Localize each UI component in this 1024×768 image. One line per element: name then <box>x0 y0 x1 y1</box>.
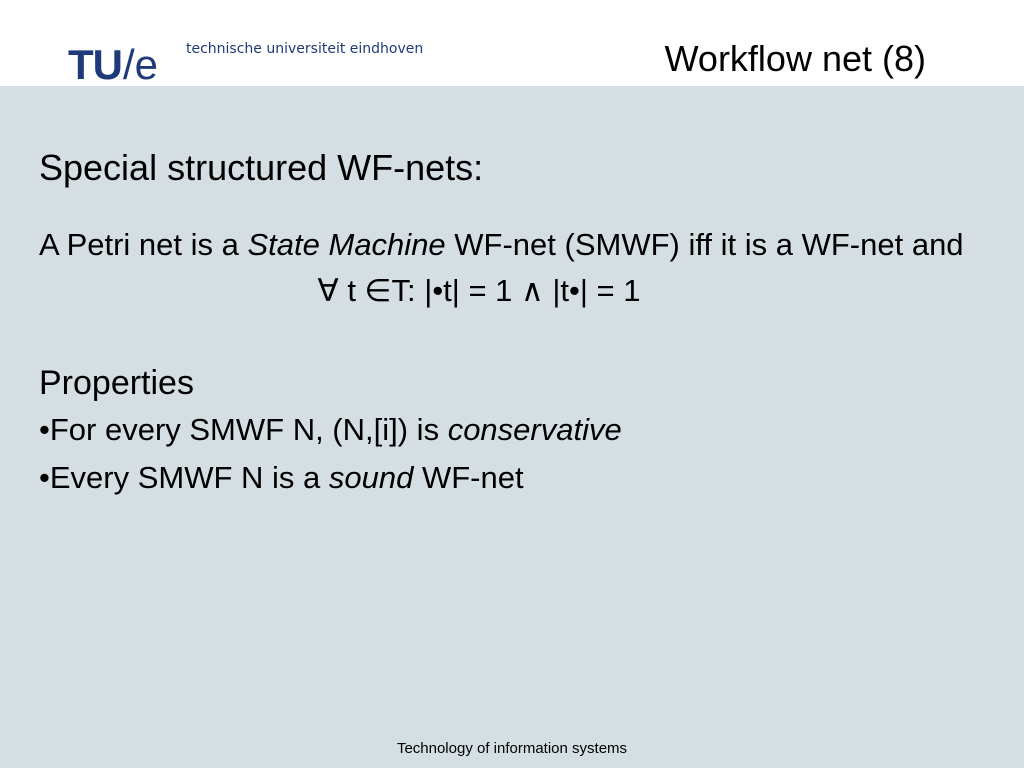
bullet-prefix: •Every SMWF N is a <box>39 460 329 495</box>
formula: ∀ t ∈T: |•t| = 1 ∧ |t•| = 1 <box>317 273 641 308</box>
bullet-item-conservative <box>39 406 979 454</box>
footer-text: Technology of information systems <box>396 740 628 757</box>
bullet-emphasis: sound <box>328 460 414 495</box>
definition-term: State Machine <box>247 227 446 262</box>
properties-heading: Properties <box>39 364 194 402</box>
logo-tu: TU <box>68 41 122 88</box>
definition-part2: WF-net (SMWF) iff it is a WF-net and <box>445 227 964 262</box>
tue-logo <box>68 41 158 88</box>
logo-e: e <box>134 41 158 88</box>
definition-text <box>39 222 979 268</box>
bullet-prefix: •For every SMWF N, (N,[i]) is <box>39 412 448 447</box>
slide-body <box>39 146 979 502</box>
logo-slash: / <box>123 41 134 88</box>
bullet-emphasis: conservative <box>447 412 622 447</box>
slide-title: Workflow net (8) <box>664 38 926 79</box>
institution-name: technische universiteit eindhoven <box>186 41 424 57</box>
definition-part1: A Petri net is a <box>39 227 248 262</box>
section-heading: Special structured WF-nets: <box>39 147 484 188</box>
bullet-suffix: WF-net <box>413 460 524 495</box>
bullet-item-sound <box>39 454 979 502</box>
slide-header <box>0 0 1024 86</box>
